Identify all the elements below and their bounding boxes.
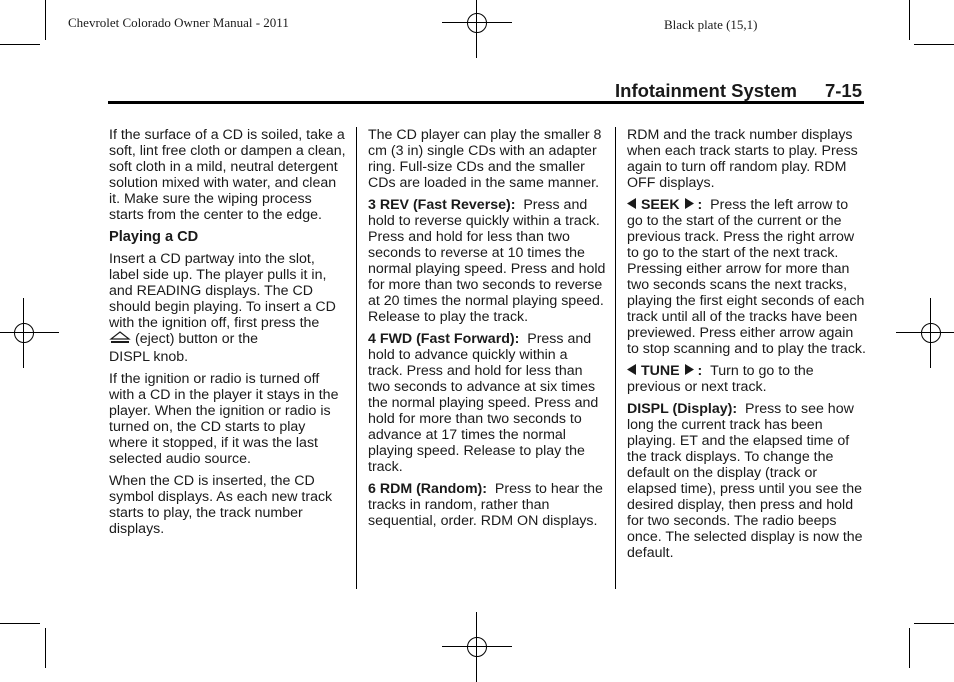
crop-mark	[45, 628, 46, 668]
page-number: 7-15	[824, 80, 862, 101]
registration-mark-icon	[442, 0, 512, 58]
column-divider	[356, 127, 357, 589]
arrow-right-icon	[684, 197, 694, 213]
paragraph-insert: Insert a CD partway into the slot, label side up. The player pulls it in, and READING displays. The CD should begin playing. To insert a CD with the ignition off, first press the (eject) button or the DISPL knob.	[109, 251, 336, 365]
fwd-label: 4 FWD (Fast Forward):	[368, 331, 520, 347]
paragraph-displ: DISPL (Display): Press to see how long the current track has been playing. ET and the elapsed time of the track displays. To change the default on the display (track or elapsed time), press until you see the desired display, then press and hold for two seconds. The radio beeps once. The selected display is now the default.	[627, 401, 863, 561]
heading-playing-cd: Playing a CD	[109, 229, 199, 245]
crop-mark	[909, 0, 910, 40]
seek-label: SEEK	[640, 197, 680, 213]
plate-title: Chevrolet Colorado Owner Manual - 2011	[68, 15, 289, 30]
paragraph-fwd: 4 FWD (Fast Forward): Press and hold to advance quickly within a track. Press and hold for less than two seconds to advance at six times the normal playing speed. Press and hold for more than two seconds to advance at 17 times the normal playing speed. Release to play the track.	[368, 331, 599, 475]
crop-mark	[0, 623, 40, 624]
column-2	[368, 127, 606, 535]
rev-label: 3 REV (Fast Reverse):	[368, 197, 516, 213]
crop-mark	[45, 0, 46, 40]
crop-mark	[914, 44, 954, 45]
crop-mark	[0, 44, 40, 45]
paragraph-rev: 3 REV (Fast Reverse): Press and hold to reverse quickly within a track. Press and hold for less than two seconds to reverse at 10 times the normal playing speed. Press and hold for more than two seconds to reverse at 20 times the normal playing speed. Release to play the track.	[368, 197, 606, 325]
registration-mark-icon	[442, 612, 512, 682]
arrow-right-icon	[684, 363, 694, 379]
column-1	[109, 127, 347, 543]
column-divider	[615, 127, 616, 589]
column-3	[627, 127, 867, 567]
displ-label: DISPL (Display):	[627, 401, 738, 417]
paragraph-rdm-display: RDM and the track number displays when each track starts to play. Press again to turn off random play. RDM OFF displays.	[627, 127, 858, 191]
paragraph-symbol: When the CD is inserted, the CD symbol displays. As each new track starts to play, the track number displays.	[109, 473, 333, 537]
paragraph-seek: SEEK : Press the left arrow to go to the start of the current or the previous track. Press the right arrow to go to the start of the next track. Pressing either arrow for more than two seconds scans the next tracks, playing the first eight seconds of each track until all of the tracks have been previewed. Press either arrow again to stop scanning and to play the track.	[627, 197, 866, 357]
arrow-left-icon	[627, 197, 637, 213]
registration-mark-icon	[0, 298, 59, 368]
header-rule	[108, 101, 864, 104]
crop-mark	[909, 628, 910, 668]
paragraph-small-cds: The CD player can play the smaller 8 cm (3 in) single CDs with an adapter ring. Full-size CDs and the smaller CDs are loaded in the same manner.	[368, 127, 602, 191]
paragraph-rdm: 6 RDM (Random): Press to hear the tracks in random, rather than sequential, order. RDM ON displays.	[368, 481, 603, 529]
crop-mark	[914, 623, 954, 624]
paragraph-ignition: If the ignition or radio is turned off with a CD in the player it stays in the player. When the ignition or radio is turned on, the CD starts to play where it stopped, if it was the last selected audio source.	[109, 371, 339, 467]
arrow-left-icon	[627, 363, 637, 379]
plate-label: Black plate (15,1)	[664, 17, 758, 32]
tune-label: TUNE	[640, 363, 680, 379]
registration-mark-icon	[896, 298, 954, 368]
eject-icon	[109, 331, 131, 349]
rdm-label: 6 RDM (Random):	[368, 481, 488, 497]
paragraph-tune: TUNE : Turn to go to the previous or next track.	[627, 363, 814, 395]
section-title: Infotainment System	[615, 80, 797, 101]
paragraph-cleaning: If the surface of a CD is soiled, take a soft, lint free cloth or dampen a clean, soft cloth in a mild, neutral detergent solution mixed with water, and clean it. Make sure the wiping process starts from the center to the edge.	[109, 127, 346, 223]
